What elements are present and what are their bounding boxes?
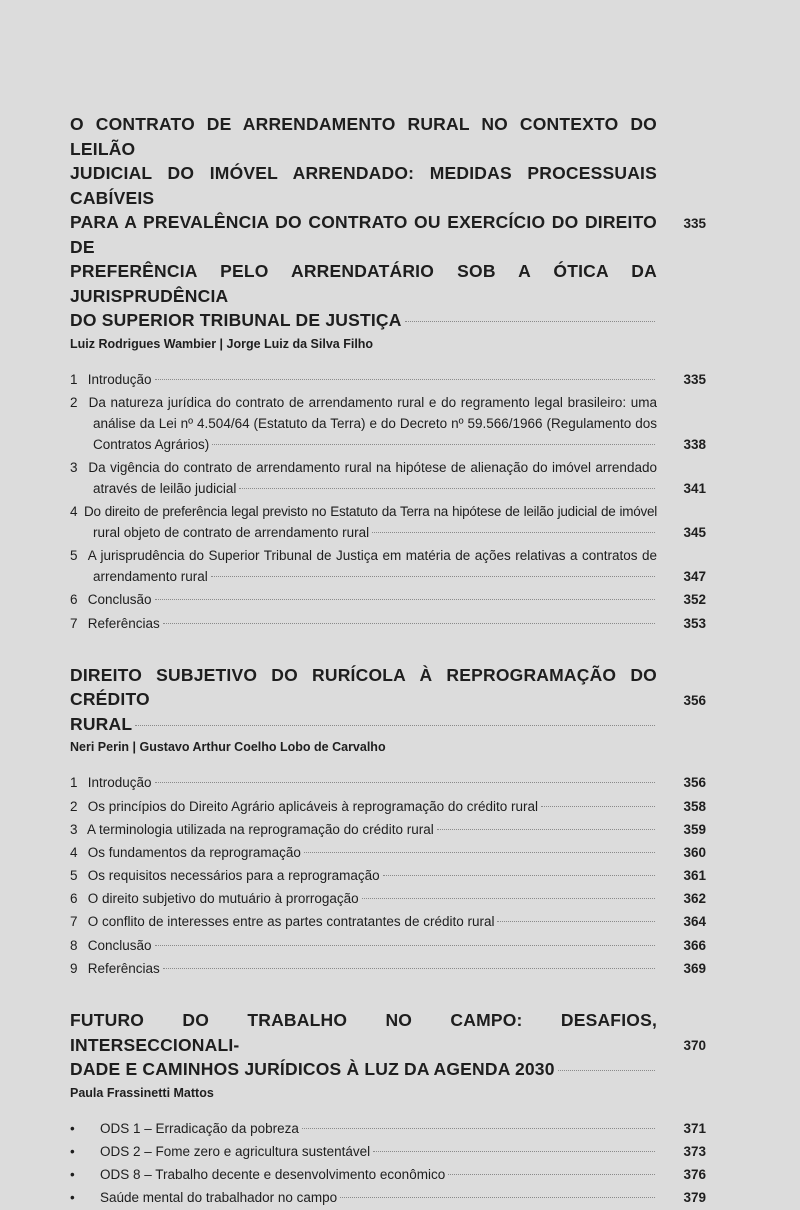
chapter-title-line: RURAL [70,713,133,734]
chapter-page-number[interactable]: 370 [683,1038,706,1053]
entry-number: 3 [70,459,78,475]
entry-number: 1 [70,775,78,791]
toc-entry[interactable] [70,589,706,610]
entry-number: 4 [70,844,78,860]
chapter-title-line: PREFERÊNCIA PELO ARRENDATÁRIO SOB A ÓTICA DA JURISPRUDÊNCIA [70,261,657,306]
dot-leader [211,576,655,577]
dot-leader [155,782,655,783]
toc-entry[interactable] [70,501,706,543]
entry-page-number: 366 [683,937,706,953]
entry-page-number: 360 [683,844,706,860]
chapter-authors: Luiz Rodrigues Wambier | Jorge Luiz da Silva Filho [70,336,374,351]
toc-entry[interactable] [70,545,706,587]
entry-number: 6 [70,891,78,907]
entry-page-number: 358 [683,798,706,814]
section-list [70,772,706,979]
toc-entry[interactable] [70,457,706,499]
entry-title: Conclusão [87,592,152,608]
entry-title: Os requisitos necessários para a reprogramação [87,868,380,884]
chapter-page-number[interactable]: 335 [683,216,706,231]
toc-entry[interactable] [70,935,706,956]
entry-title: Referências [87,960,160,976]
entry-title: Da natureza jurídica do contrato de arrendamento rural e do regramento legal brasileiro: uma [88,394,657,410]
entry-page-number: 353 [683,615,706,631]
toc-entry[interactable] [70,865,706,886]
entry-title-continued: análise da Lei nº 4.504/64 (Estatuto da Terra) e do Decreto nº 59.566/1966 (Regulamento dos [93,415,657,431]
dot-leader [135,725,655,726]
entry-title: Saúde mental do trabalhador no campo [100,1190,338,1206]
toc-entry[interactable] [70,392,706,455]
entry-title: Referências [87,615,160,631]
entry-title-continued: através de leilão judicial [93,480,237,496]
chapter-3 [70,1008,706,1208]
chapter-title-line: JUDICIAL DO IMÓVEL ARRENDADO: MEDIDAS PROCESSUAIS CABÍVEIS [70,163,657,208]
dot-leader [541,806,655,807]
dot-leader [155,599,655,600]
entry-number: 5 [70,548,78,564]
entry-page-number: 359 [683,821,706,837]
entry-page-number: 352 [683,592,706,608]
dot-leader [373,1151,655,1152]
toc-entry[interactable] [70,613,706,634]
dot-leader [405,321,655,322]
toc-entry[interactable] [70,369,706,390]
toc-entry[interactable] [70,1141,706,1162]
entry-title: Da vigência do contrato de arrendamento rural na hipótese de alienação do imóvel arrendado [88,459,657,475]
entry-number: 2 [70,798,78,814]
dot-leader [448,1174,655,1175]
bullet-icon: • [70,1166,75,1182]
toc-entry[interactable] [70,888,706,909]
dot-leader [383,875,655,876]
entry-number: 8 [70,937,78,953]
entry-page-number: 369 [683,960,706,976]
entry-page-number: 347 [683,569,706,585]
entry-title: ODS 8 – Trabalho decente e desenvolvimento econômico [100,1166,446,1182]
toc-entry[interactable] [70,842,706,863]
toc-entry[interactable] [70,1118,706,1139]
chapter-title-line: O CONTRATO DE ARRENDAMENTO RURAL NO CONTEXTO DO LEILÃO [70,114,657,159]
dot-leader [558,1070,655,1071]
entry-page-number: 364 [683,914,706,930]
chapter-title-line: DO SUPERIOR TRIBUNAL DE JUSTIÇA [70,310,402,330]
entry-page-number: 356 [683,775,706,791]
entry-page-number: 345 [683,525,706,541]
chapter-page-number[interactable]: 356 [683,692,706,708]
chapter-title-line: DADE E CAMINHOS JURÍDICOS À LUZ DA AGENDA 2030 [70,1059,555,1079]
entry-title: ODS 2 – Fome zero e agricultura sustentável [100,1143,371,1159]
entry-title: Introdução [87,371,152,387]
dot-leader [304,852,655,853]
dot-leader [163,623,655,624]
chapter-authors: Neri Perin | Gustavo Arthur Coelho Lobo de Carvalho [70,740,386,755]
toc-entry[interactable] [70,1187,706,1208]
dot-leader [362,898,655,899]
entry-number: 6 [70,592,78,608]
entry-page-number: 338 [683,436,706,452]
entry-number: 1 [70,371,78,387]
entry-number: 4 [70,504,78,520]
entry-title: Os princípios do Direito Agrário aplicáveis à reprogramação do crédito rural [87,798,538,814]
toc-entry[interactable] [70,958,706,979]
bullet-icon: • [70,1143,75,1159]
entry-number: 3 [70,821,78,837]
entry-number: 9 [70,960,78,976]
entry-page-number: 341 [683,480,706,496]
entry-title: A jurisprudência do Superior Tribunal de Justiça em matéria de ações relativas a contratos de [87,548,657,564]
entry-number: 2 [70,394,78,410]
entry-page-number: 362 [683,891,706,907]
entry-number: 7 [70,615,78,631]
chapter-2 [70,663,706,979]
entry-title: Os fundamentos da reprogramação [87,844,301,860]
dot-leader [212,444,655,445]
bullet-icon: • [70,1190,75,1206]
dot-leader [372,532,655,533]
dot-leader [239,488,655,489]
dot-leader [340,1197,655,1198]
entry-title: O conflito de interesses entre as partes contratantes de crédito rural [87,914,495,930]
chapter-authors: Paula Frassinetti Mattos [70,1085,214,1100]
entry-title: A terminologia utilizada na reprogramação do crédito rural [87,821,434,837]
toc-entry[interactable] [70,796,706,817]
chapter-title [70,112,657,333]
dot-leader [497,921,655,922]
dot-leader [163,968,655,969]
section-list [70,369,706,634]
dot-leader [155,379,655,380]
entry-title: Do direito de preferência legal previsto no Estatuto da Terra na hipótese de leilão judicial de imóvel [84,504,657,520]
entry-title-continued: Contratos Agrários) [93,436,210,452]
entry-page-number: 376 [683,1166,706,1182]
entry-title: ODS 1 – Erradicação da pobreza [100,1120,299,1136]
entry-page-number: 373 [683,1143,706,1159]
chapter-title [70,1008,657,1082]
table-of-contents [70,112,706,1210]
toc-entry[interactable] [70,1164,706,1185]
entry-title: Conclusão [87,937,152,953]
chapter-title-line: DIREITO SUBJETIVO DO RURÍCOLA À REPROGRAMAÇÃO DO CRÉDITO [70,664,657,710]
chapter-title-line: PARA A PREVALÊNCIA DO CONTRATO OU EXERCÍCIO DO DIREITO DE [70,212,657,257]
chapter-title-line: FUTURO DO TRABALHO NO CAMPO: DESAFIOS, INTERSECCIONALI- [70,1010,657,1055]
entry-title: O direito subjetivo do mutuário à prorrogação [87,891,359,907]
chapter-1 [70,112,706,634]
entry-page-number: 335 [683,371,706,387]
entry-page-number: 371 [683,1120,706,1136]
dot-leader [155,945,655,946]
entry-number: 7 [70,914,78,930]
entry-title-continued: arrendamento rural [93,569,208,585]
entry-page-number: 361 [683,868,706,884]
entry-page-number: 379 [683,1190,706,1206]
toc-entry[interactable] [70,911,706,932]
chapter-title [70,663,657,737]
entry-number: 5 [70,868,78,884]
toc-entry[interactable] [70,772,706,793]
bullet-icon: • [70,1120,75,1136]
entry-title-continued: rural objeto de contrato de arrendamento rural [93,525,370,541]
section-list [70,1118,706,1209]
entry-title: Introdução [87,775,152,791]
dot-leader [437,829,655,830]
toc-entry[interactable] [70,819,706,840]
